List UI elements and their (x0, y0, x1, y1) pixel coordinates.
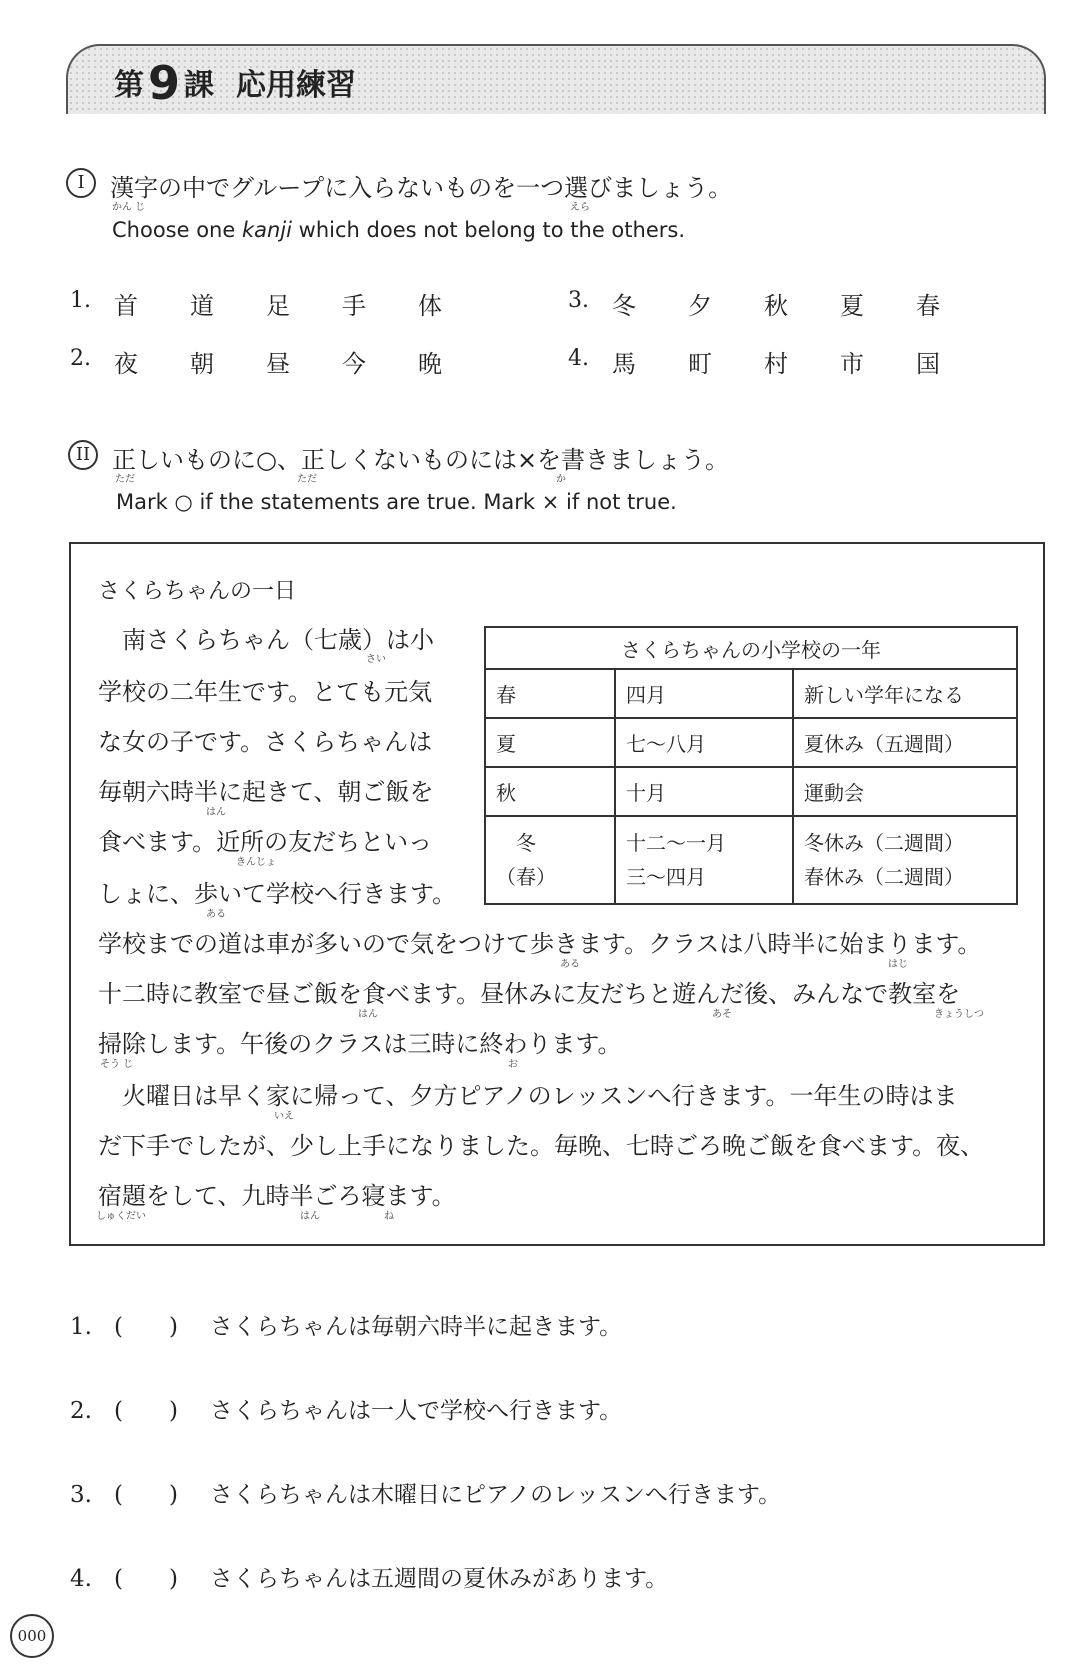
reading-title: さくらちゃんの一日 (98, 579, 297, 604)
page-number: 000 (10, 1614, 54, 1658)
ruby: はじ (888, 959, 908, 970)
table-row (485, 767, 1017, 816)
section-2-instruction: 正しいものに○、正しくないものには×を書きましょう。 (112, 446, 730, 474)
lesson-suffix: 課 (184, 68, 215, 103)
question-text: さくらちゃんは五週間の夏休みがあります。 (210, 1566, 669, 1592)
reading-line: 学校までの道は車が多いので気をつけて歩きます。クラスは八時半に始まります。 (98, 930, 982, 958)
ruby: さい (366, 654, 386, 665)
reading-line: 宿題をして、九時半ごろ寝ます。 (98, 1182, 456, 1210)
ruby: きょうしつ (934, 1009, 984, 1020)
school-year-table (484, 626, 1018, 905)
answer-blank[interactable]: ( ) (114, 1566, 178, 1592)
kanji-option: 馬 (612, 350, 636, 378)
ruby: はん (358, 1009, 378, 1020)
season-cell: 冬 （春） (485, 816, 615, 904)
kanji-option: 昼 (266, 350, 290, 378)
group-number: 4. (568, 346, 589, 371)
kanji-option: 冬 (612, 292, 636, 320)
reading-line: 食べます。近所の友だちといっ (98, 828, 433, 856)
ruby: ね (384, 1211, 394, 1222)
kanji-option: 夜 (114, 350, 138, 378)
reading-line: 掃除します。午後のクラスは三時に終わります。 (98, 1030, 622, 1058)
question-number: 3. (70, 1482, 92, 1508)
true-false-question (70, 1308, 622, 1341)
kanji-option: 朝 (190, 350, 214, 378)
table-title: さくらちゃんの小学校の一年 (485, 627, 1017, 669)
question-text: さくらちゃんは木曜日にピアノのレッスンへ行きます。 (210, 1482, 782, 1508)
kanji-option: 村 (764, 350, 788, 378)
question-text: さくらちゃんは一人で学校へ行きます。 (210, 1398, 623, 1424)
reading-line: しょに、歩いて学校へ行きます。 (98, 880, 457, 908)
reading-line: 南さくらちゃん（七歳）は小 (122, 626, 434, 654)
ruby-kanji: かん じ (112, 202, 146, 213)
event-cell: 夏休み（五週間） (793, 718, 1017, 767)
season-cell: 夏 (485, 718, 615, 767)
month-cell: 十月 (615, 767, 793, 816)
ruby: はん (206, 807, 226, 818)
kanji-option: 手 (342, 292, 366, 320)
section-1-mark: I (66, 168, 96, 198)
group-number: 1. (70, 288, 91, 313)
kanji-option: 今 (342, 350, 366, 378)
group-number: 3. (568, 288, 589, 313)
kanji-option: 春 (916, 292, 940, 320)
month-cell: 十二～一月 三～四月 (615, 816, 793, 904)
kanji-option: 国 (916, 350, 940, 378)
month-cell: 四月 (615, 669, 793, 718)
table-row (485, 816, 1017, 904)
section-1-instruction: 漢字の中でグループに入らないものを一つ選びましょう。 (110, 174, 733, 202)
question-number: 1. (70, 1314, 92, 1340)
event-cell: 冬休み（二週間） 春休み（二週間） (793, 816, 1017, 904)
ruby-ka: か (556, 474, 566, 485)
lesson-number: 9 (148, 56, 181, 110)
question-number: 2. (70, 1398, 92, 1424)
question-number: 4. (70, 1566, 92, 1592)
kanji-option: 市 (840, 350, 864, 378)
ruby-erabi: えら (570, 202, 590, 213)
kanji-option: 足 (266, 292, 290, 320)
ruby: いえ (274, 1111, 294, 1122)
section-1-english: Choose one kanji which does not belong to the others. (112, 218, 685, 242)
lesson-subtitle: 応用練習 (236, 68, 357, 103)
kanji-option: 首 (114, 292, 138, 320)
group-number: 2. (70, 346, 91, 371)
season-cell: 春 (485, 669, 615, 718)
ruby: あそ (712, 1009, 732, 1020)
kanji-option: 道 (190, 292, 214, 320)
lesson-prefix: 第 (114, 68, 144, 103)
kanji-option: 晩 (418, 350, 442, 378)
season-cell: 秋 (485, 767, 615, 816)
kanji-option: 町 (688, 350, 712, 378)
month-cell: 七～八月 (615, 718, 793, 767)
reading-line: 火曜日は早く家に帰って、夕方ピアノのレッスンへ行きます。一年生の時はま (122, 1082, 958, 1110)
ruby: そう じ (100, 1059, 134, 1070)
answer-blank[interactable]: ( ) (114, 1398, 178, 1424)
kanji-option: 体 (418, 292, 442, 320)
question-text: さくらちゃんは毎朝六時半に起きます。 (210, 1314, 623, 1340)
true-false-question (70, 1476, 781, 1509)
reading-line: だ下手でしたが、少し上手になりました。毎晩、七時ごろ晩ご飯を食べます。夜、 (98, 1132, 985, 1160)
ruby: ある (206, 909, 226, 920)
lesson-header (66, 44, 1046, 114)
kanji-option: 夕 (688, 292, 712, 320)
kanji-option: 夏 (840, 292, 864, 320)
ruby: きんじょ (236, 857, 276, 868)
reading-line: 毎朝六時半に起きて、朝ご飯を (98, 778, 434, 806)
event-cell: 運動会 (793, 767, 1017, 816)
section-2-english: Mark ○ if the statements are true. Mark × if not true. (116, 490, 677, 514)
section-2-mark: II (68, 440, 98, 470)
ruby: ある (560, 959, 580, 970)
lesson-title (114, 56, 356, 110)
reading-line: 十二時に教室で昼ご飯を食べます。昼休みに友だちと遊んだ後、みんなで教室を (98, 980, 961, 1008)
table-row (485, 669, 1017, 718)
reading-line: 学校の二年生です。とても元気 (98, 678, 433, 706)
ruby: お (508, 1059, 518, 1070)
event-cell: 新しい学年になる (793, 669, 1017, 718)
answer-blank[interactable]: ( ) (114, 1314, 178, 1340)
ruby-tada-2: ただ (297, 474, 317, 485)
table-row (485, 718, 1017, 767)
true-false-question (70, 1560, 668, 1593)
ruby: しゅくだい (96, 1211, 146, 1222)
kanji-option: 秋 (764, 292, 788, 320)
ruby-tada-1: ただ (115, 474, 135, 485)
true-false-question (70, 1392, 622, 1425)
answer-blank[interactable]: ( ) (114, 1482, 178, 1508)
ruby: はん (300, 1211, 320, 1222)
reading-line: な女の子です。さくらちゃんは (98, 728, 433, 756)
